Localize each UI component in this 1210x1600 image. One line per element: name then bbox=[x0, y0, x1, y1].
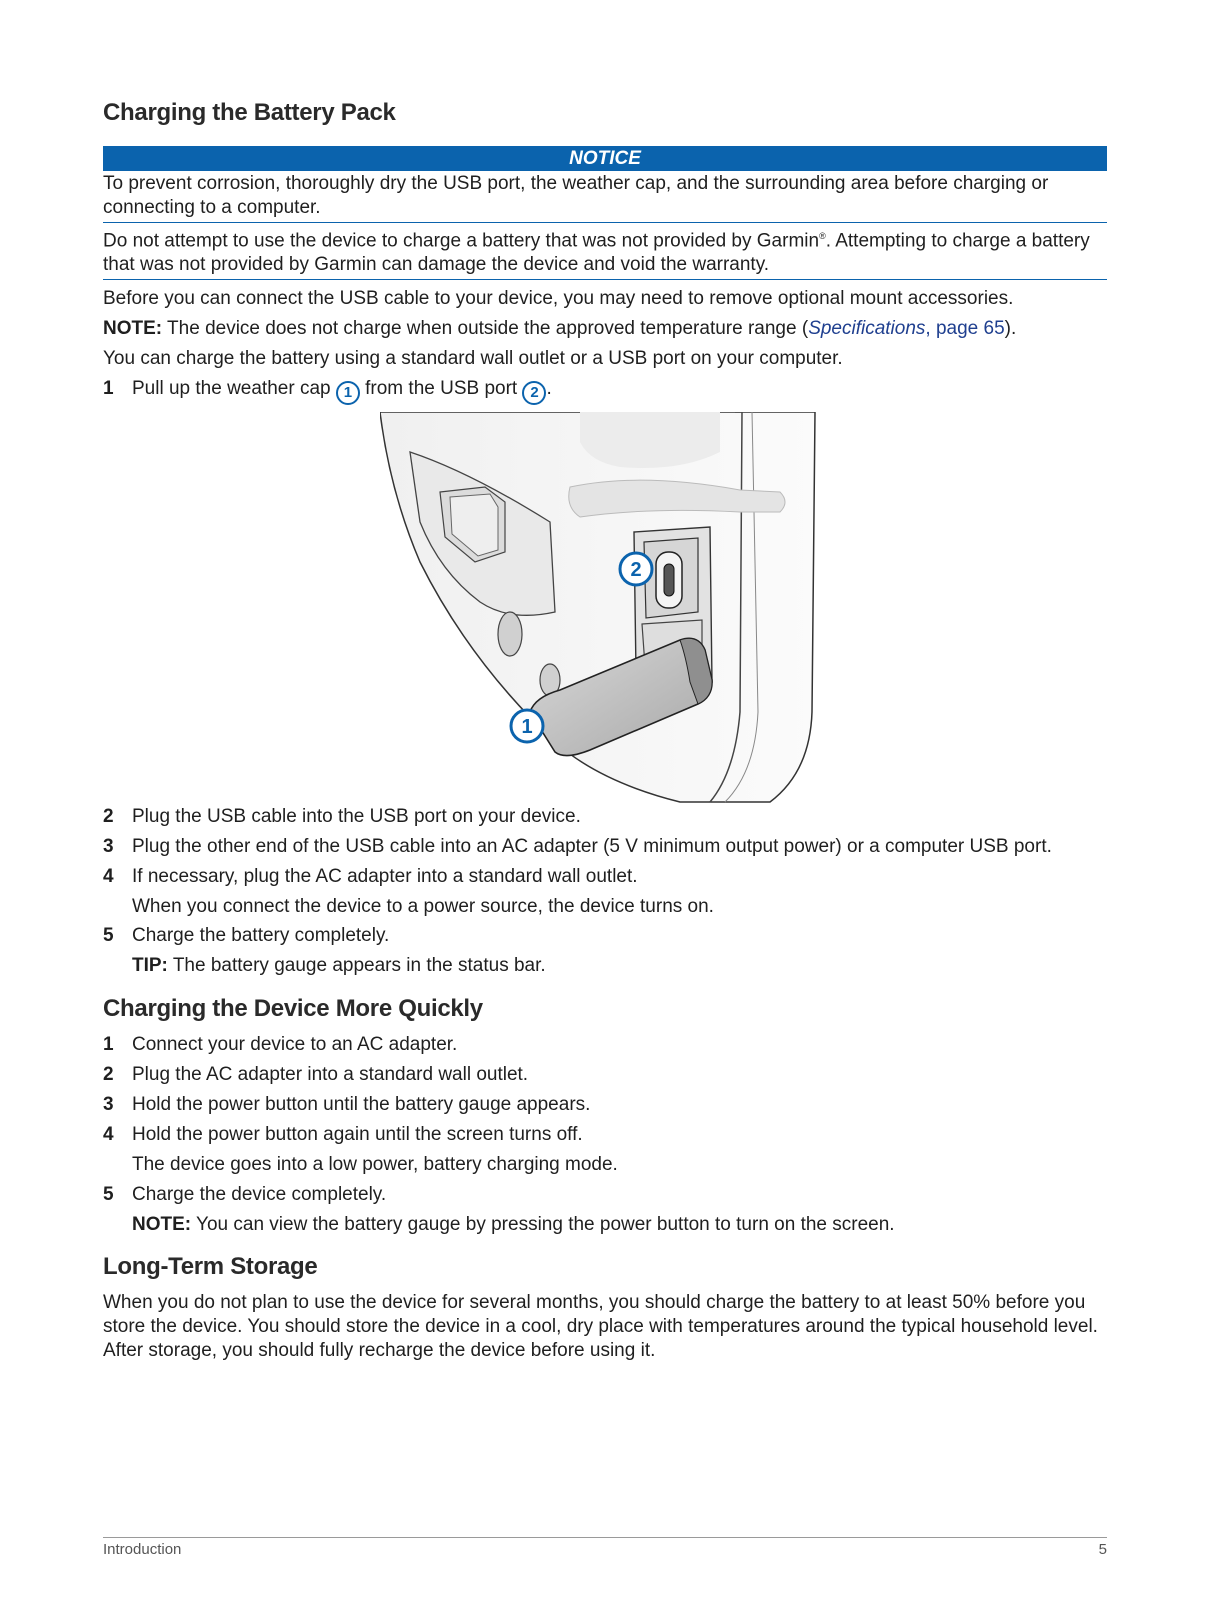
note-paragraph bbox=[103, 317, 1107, 341]
step1-text-c: . bbox=[546, 378, 552, 399]
device-usb-port-illustration bbox=[380, 412, 825, 808]
step-number: 5 bbox=[103, 1184, 114, 1205]
step-text: Plug the AC adapter into a standard wall outlet. bbox=[132, 1064, 529, 1085]
storage-paragraph: When you do not plan to use the device for several months, you should charge the battery to at least 50% before you store the device. You should store the device in a cool, dry place with temperatures around the typical household level. After storage, you should fully recharge the device before using it. bbox=[103, 1292, 1098, 1361]
step-text: Connect your device to an AC adapter. bbox=[132, 1034, 458, 1055]
tip-paragraph bbox=[132, 954, 1107, 978]
note-text-a: The device does not charge when outside the approved temperature range ( bbox=[162, 318, 809, 339]
registered-mark: ® bbox=[819, 231, 826, 241]
step-number: 2 bbox=[103, 806, 114, 827]
notice-banner: NOTICE bbox=[103, 146, 1107, 171]
step-text: If necessary, plug the AC adapter into a standard wall outlet. bbox=[132, 866, 638, 887]
notice-warranty-text-b: . Attempting to charge a battery that was not provided by Garmin can damage the device and void the warranty. bbox=[103, 230, 1090, 276]
device-drawing bbox=[380, 412, 825, 808]
step-number: 3 bbox=[103, 1094, 114, 1115]
step-text: Charge the battery completely. bbox=[132, 925, 390, 946]
figure-callout-2-icon bbox=[620, 553, 652, 585]
specifications-link[interactable] bbox=[808, 318, 1004, 339]
step-text: Hold the power button again until the screen turns off. bbox=[132, 1124, 583, 1145]
step-4-result: When you connect the device to a power source, the device turns on. bbox=[132, 896, 714, 917]
heading-charging-battery-pack: Charging the Battery Pack bbox=[103, 99, 396, 126]
callout-1-icon: 1 bbox=[336, 381, 360, 405]
step1-text-a: Pull up the weather cap bbox=[132, 378, 336, 399]
step-number: 3 bbox=[103, 836, 114, 857]
figure-callout-1-icon bbox=[511, 710, 543, 742]
footer-section-name: Introduction bbox=[103, 1541, 182, 1558]
tip-text: The battery gauge appears in the status bar. bbox=[167, 955, 546, 976]
step-number: 5 bbox=[103, 925, 114, 946]
specifications-link-page: , page 65 bbox=[925, 318, 1005, 339]
note-text-b: ). bbox=[1004, 318, 1017, 339]
callout-2-icon: 2 bbox=[522, 381, 546, 405]
step-number: 1 bbox=[103, 378, 114, 399]
heading-long-term-storage: Long-Term Storage bbox=[103, 1253, 318, 1280]
note-text: You can view the battery gauge by pressing the power button to turn on the screen. bbox=[191, 1214, 895, 1235]
step-text: Plug the USB cable into the USB port on your device. bbox=[132, 806, 581, 827]
step-number: 2 bbox=[103, 1064, 114, 1085]
tip-label: TIP: bbox=[132, 955, 168, 976]
quick-note-paragraph bbox=[132, 1213, 1107, 1237]
step-number: 4 bbox=[103, 1124, 114, 1145]
notice-paragraph-corrosion: To prevent corrosion, thoroughly dry the USB port, the weather cap, and the surrounding area before charging or connecting to a computer. bbox=[103, 172, 1107, 223]
step-text: Hold the power button until the battery gauge appears. bbox=[132, 1094, 591, 1115]
specifications-link-title: Specifications bbox=[808, 318, 926, 339]
step-number: 4 bbox=[103, 866, 114, 887]
figure-callout-1-label: 1 bbox=[521, 716, 533, 738]
note-label: NOTE: bbox=[103, 318, 163, 339]
heading-charging-more-quickly: Charging the Device More Quickly bbox=[103, 995, 483, 1022]
figure-callout-2-label: 2 bbox=[630, 559, 642, 581]
footer-divider bbox=[103, 1537, 1107, 1538]
intro-paragraph: Before you can connect the USB cable to your device, you may need to remove optional mount accessories. bbox=[103, 288, 1014, 309]
charge-options-paragraph: You can charge the battery using a standard wall outlet or a USB port on your computer. bbox=[103, 348, 843, 369]
step-number: 1 bbox=[103, 1034, 114, 1055]
step-text bbox=[132, 377, 1107, 405]
manual-page bbox=[103, 0, 1107, 1600]
notice-paragraph-warranty bbox=[103, 224, 1107, 280]
step-text: Charge the device completely. bbox=[132, 1184, 387, 1205]
note-label: NOTE: bbox=[132, 1214, 192, 1235]
step-text: Plug the other end of the USB cable into an AC adapter (5 V minimum output power) or a computer USB port. bbox=[132, 836, 1052, 857]
step1-text-b: from the USB port bbox=[359, 378, 523, 399]
notice-warranty-text-a: Do not attempt to use the device to charge a battery that was not provided by Garmin bbox=[103, 230, 820, 252]
quick-step-4-result: The device goes into a low power, battery charging mode. bbox=[132, 1154, 618, 1175]
footer-page-number: 5 bbox=[1098, 1541, 1107, 1558]
